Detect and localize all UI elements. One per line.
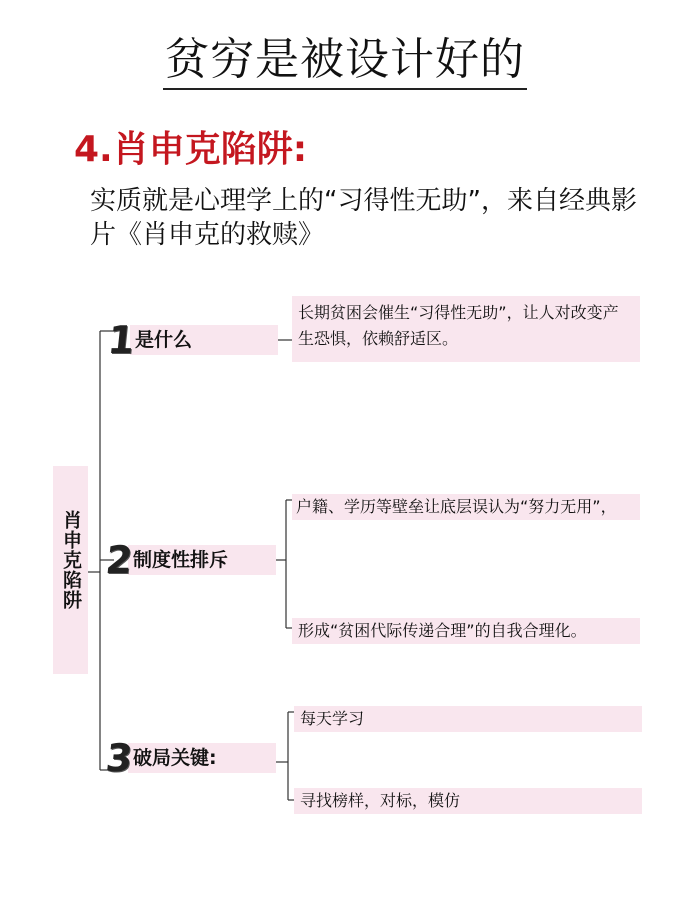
branch-3-label: 破局关键: [133, 747, 217, 769]
branch-1-label: 是什么 [135, 329, 193, 351]
section-description: 实质就是心理学上的“习得性无助”，来自经典影片《肖申克的救赎》 [90, 186, 637, 250]
branch-2-label: 制度性排斥 [133, 549, 229, 571]
leaf-3a: 每天学习 [294, 706, 642, 732]
branch-3-number: 3 [103, 736, 135, 780]
leaf-2b: 形成“贫困代际传递合理”的自我合理化。 [292, 618, 640, 644]
branch-1-number: 1 [105, 318, 137, 362]
root-node-label: 肖申克陷阱 [60, 510, 82, 610]
leaf-3b: 寻找榜样，对标，模仿 [294, 788, 642, 814]
section-heading: 4.肖申克陷阱: [74, 129, 308, 170]
leaf-1: 长期贫困会催生“习得性无助”，让人对改变产生恐惧，依赖舒适区。 [292, 296, 640, 362]
page-title-text: 贫穷是被设计好的 [163, 32, 527, 90]
leaf-2a: 户籍、学历等壁垒让底层误认为“努力无用”， [292, 494, 640, 520]
branch-2-number: 2 [103, 538, 135, 582]
